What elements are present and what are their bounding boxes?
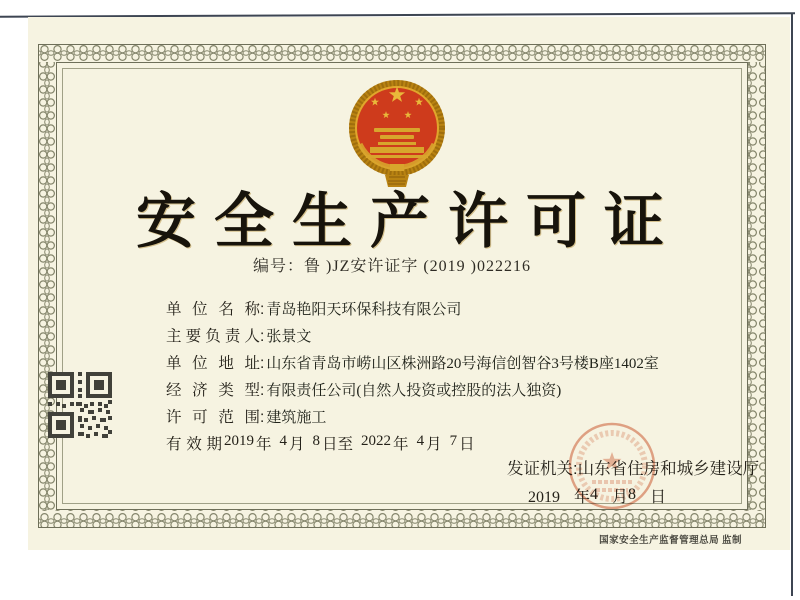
validity-end-day: 7	[449, 433, 458, 449]
validity-end-year: 2022	[361, 433, 392, 449]
issue-month: 4	[590, 486, 599, 503]
field-colon: :	[260, 409, 265, 426]
field-colon: :	[260, 328, 265, 345]
unit-year: 年	[574, 489, 591, 506]
certificate-number-label: 编号：	[253, 258, 305, 275]
field-colon: :	[260, 301, 265, 318]
validity-start-day: 8	[312, 433, 321, 449]
issuer-label: 发证机关:	[507, 460, 578, 478]
field-row-economic-type	[166, 378, 686, 405]
unit-month: 月	[612, 489, 629, 506]
field-label: 经济类型	[166, 382, 260, 399]
national-emblem	[340, 76, 458, 190]
field-label: 许可范围	[166, 409, 260, 426]
field-label: 单位名称	[166, 301, 260, 318]
certificate-number-line	[253, 253, 531, 276]
certificate-title: 安全生产许可证	[136, 188, 682, 255]
field-value: 山东省青岛市崂山区株洲路20号海信创智谷3号楼B座1402室	[266, 356, 659, 372]
field-value: 建筑施工	[266, 410, 327, 426]
certificate-number: 鲁 )JZ安许证字 (2019 )022216	[304, 258, 532, 275]
supervisor-credit: 国家安全生产监督管理总局 监制	[599, 536, 742, 546]
validity-end-month: 4	[416, 433, 425, 449]
field-label: 主要负责人	[166, 328, 260, 345]
qr-code	[48, 372, 112, 438]
issuer-value: 山东省住房和城乡建设厅	[577, 460, 760, 478]
field-value: 有限责任公司(自然人投资或控股的法人独资)	[266, 383, 562, 399]
scan-edge-shadow-right	[791, 14, 793, 596]
field-row-company-name	[166, 297, 686, 324]
field-colon: :	[260, 355, 265, 372]
unit-month: 月	[426, 436, 442, 453]
field-colon: :	[260, 382, 265, 399]
issue-year: 2019	[528, 489, 560, 506]
unit-day-to: 日至	[322, 436, 354, 453]
field-value: 青岛艳阳天环保科技有限公司	[266, 302, 462, 318]
validity-start-year: 2019	[224, 433, 254, 449]
validity-start-month: 4	[279, 433, 288, 449]
field-label: 单位地址	[166, 355, 260, 372]
unit-month: 月	[289, 436, 305, 453]
unit-day: 日	[459, 436, 475, 453]
field-value: 张景文	[266, 329, 312, 345]
issue-day: 8	[628, 486, 637, 503]
field-row-principal	[166, 324, 686, 351]
unit-day: 日	[650, 489, 667, 506]
unit-year: 年	[256, 436, 272, 453]
field-row-address	[166, 351, 686, 378]
field-label: 有效期	[166, 436, 222, 453]
unit-year: 年	[393, 436, 409, 453]
official-seal-red	[566, 420, 658, 512]
